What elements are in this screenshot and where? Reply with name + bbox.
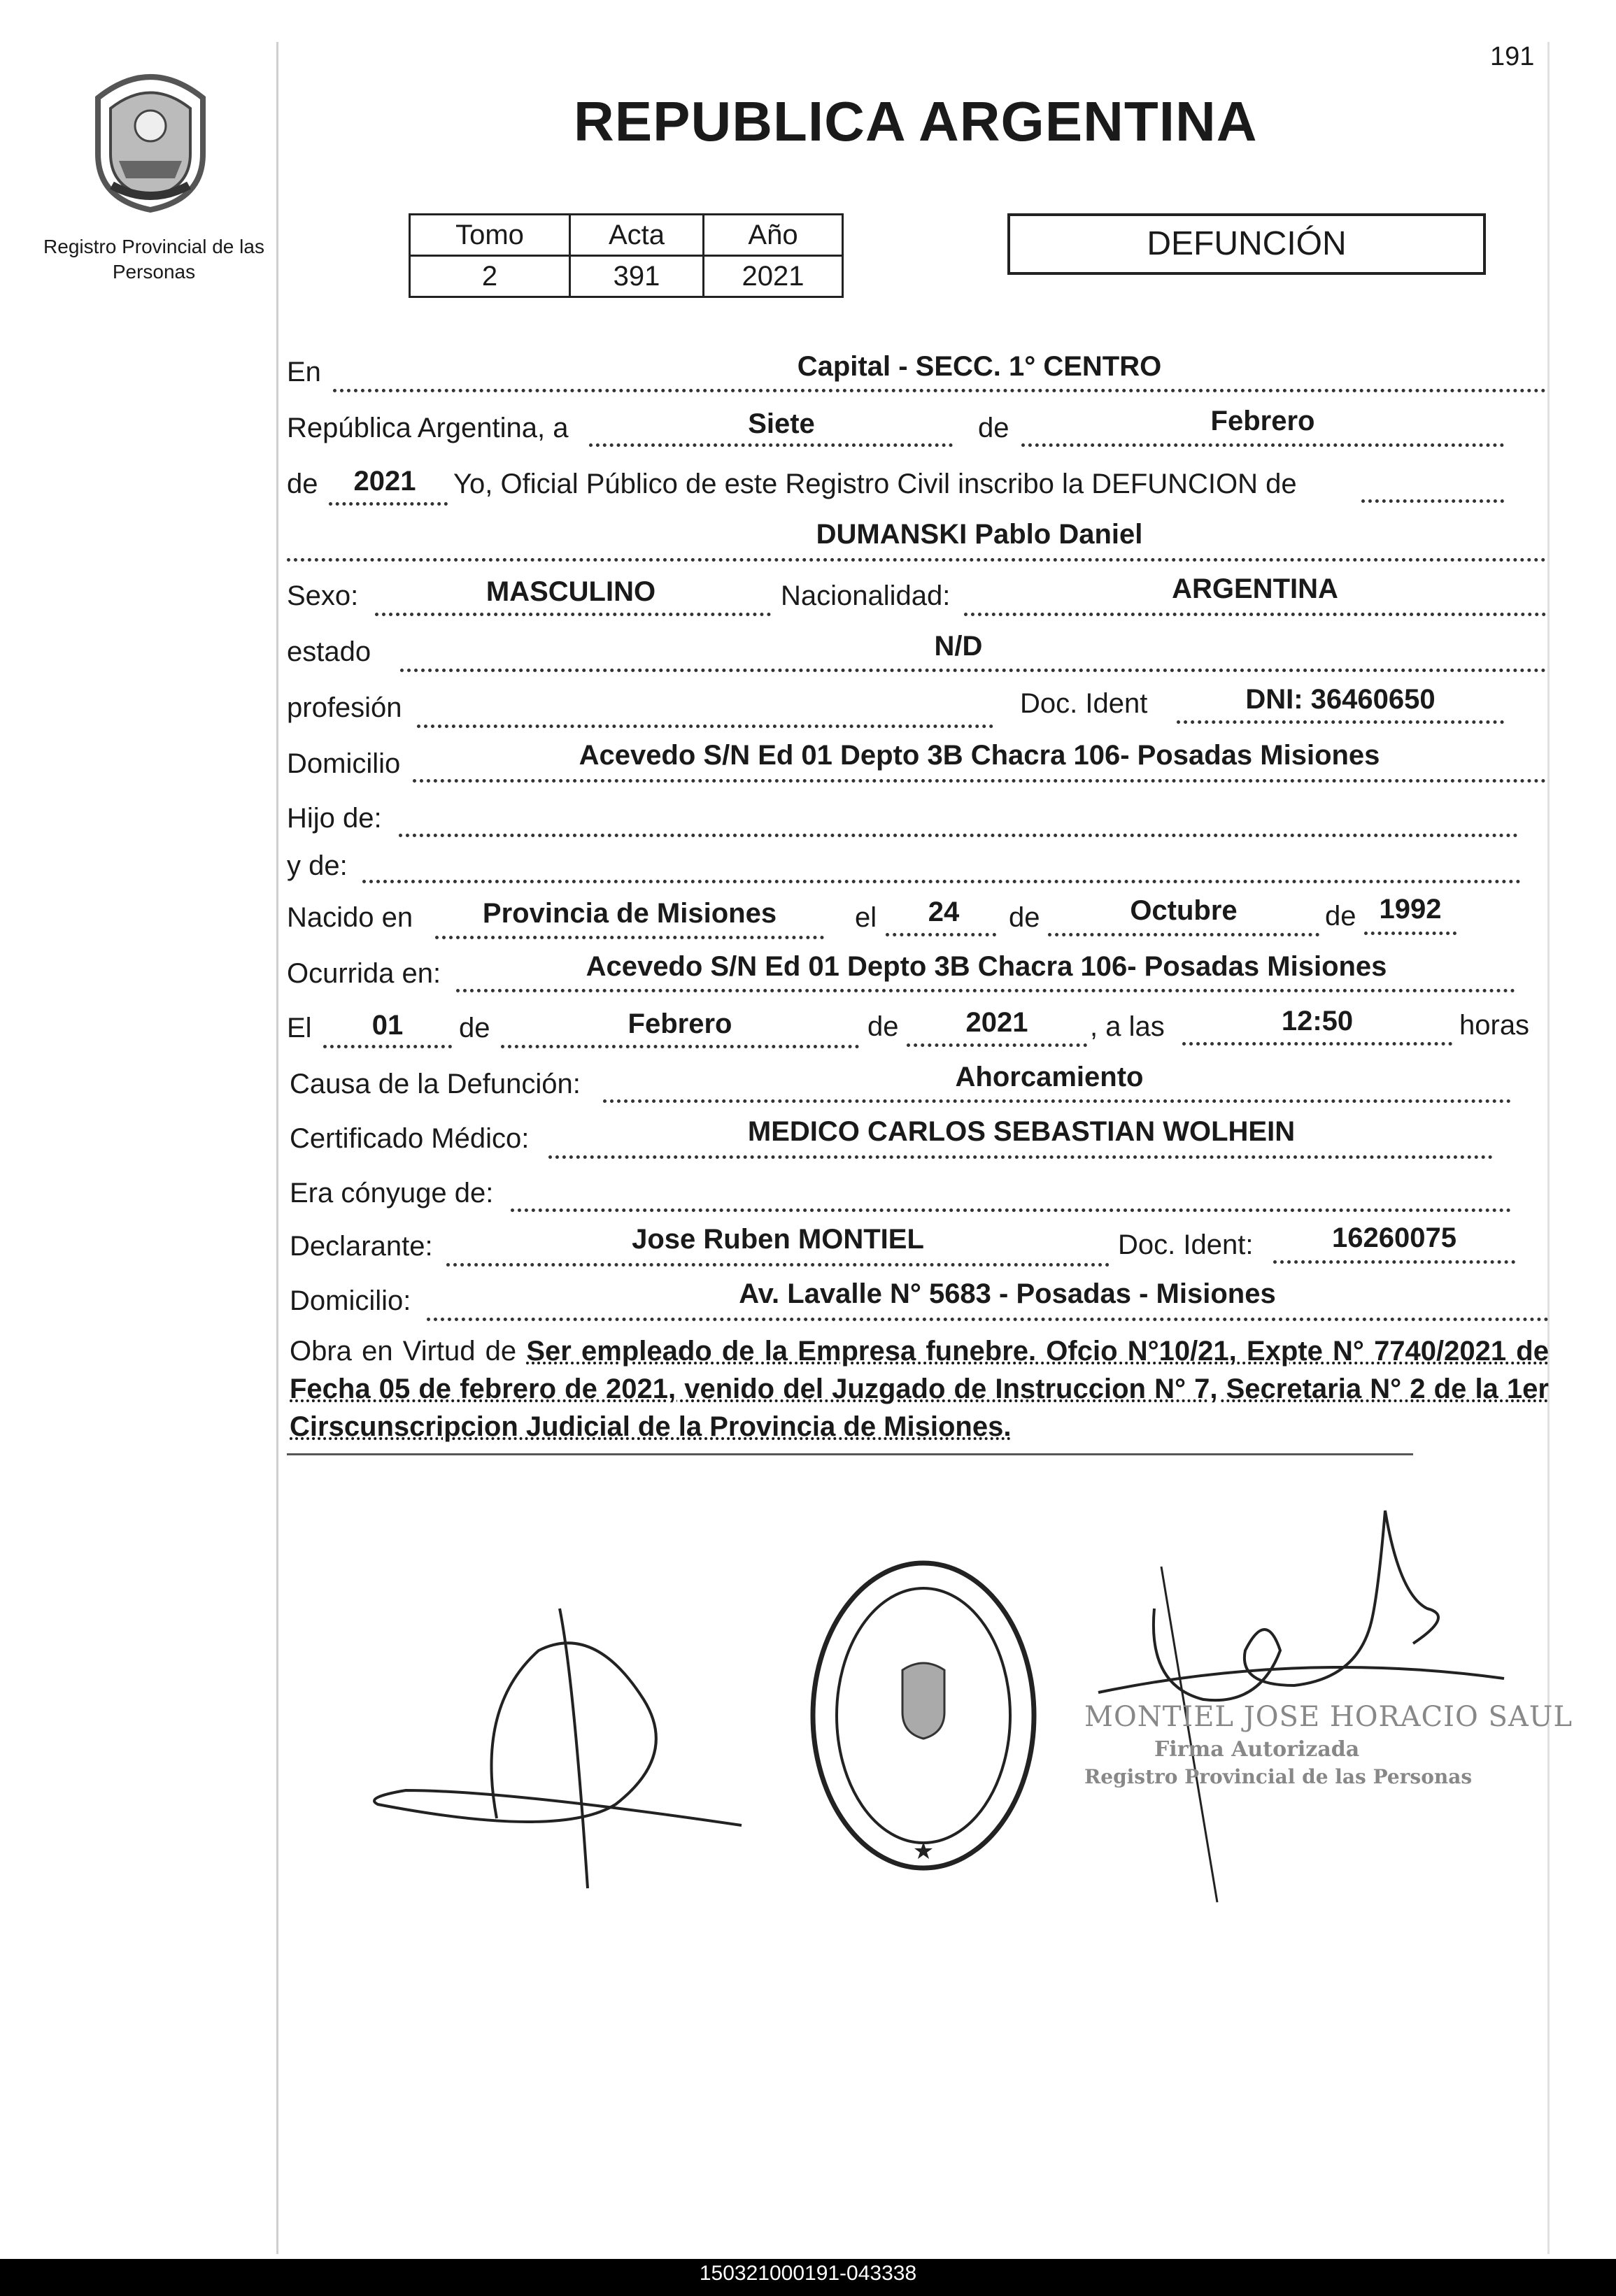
de-label: de [867,1011,899,1042]
lugar-value: Capital - SECC. 1° CENTRO [797,351,1162,382]
nacionalidad-value: ARGENTINA [1172,573,1338,604]
dotted-line [446,1263,1110,1267]
registro-label: Registro Provincial de las Personas [43,236,264,283]
tomo-acta-table [409,213,844,298]
dotted-line [435,936,824,939]
y-de-label: y de: [287,850,348,881]
obra-paragraph [290,1332,1549,1446]
doc-ident-label: Doc. Ident [1020,688,1148,719]
anio-header: Año [704,215,843,256]
ocurrida-label: Ocurrida en: [287,958,441,989]
a-las-label: , a las [1090,1011,1165,1042]
conyuge-label: Era cónyuge de: [290,1178,494,1208]
dni-value: DNI: 36460650 [1245,684,1436,715]
obra-label: Obra en Virtud de [290,1336,517,1367]
horas-label: horas [1459,1010,1530,1041]
dotted-line [1182,1042,1452,1046]
nac-dia-value: 24 [928,897,960,927]
causa-label: Causa de la Defunción: [290,1069,581,1099]
certificado-value: MEDICO CARLOS SEBASTIAN WOLHEIN [747,1116,1296,1147]
tomo-value: 2 [410,256,570,297]
dotted-line [1273,1260,1515,1264]
signature-left [364,1595,756,1909]
dotted-line [1177,720,1504,724]
acta-value: 391 [570,256,704,297]
def-anio-value: 2021 [965,1007,1028,1038]
provincia-seal-icon [70,56,231,217]
dotted-line [375,613,771,616]
dotted-line [287,558,1546,562]
hora-value: 12:50 [1281,1006,1354,1036]
dia-value: Siete [748,408,815,439]
ocurrida-value: Acevedo S/N Ed 01 Depto 3B Chacra 106- Posadas Misiones [586,951,1387,982]
page-title: REPUBLICA ARGENTINA [574,90,1258,152]
dotted-line [907,1043,1087,1047]
de-label: de [1325,901,1356,932]
dotted-line [1361,499,1504,503]
stamp-name: MONTIEL JOSE HORACIO SAUL [1084,1701,1573,1733]
dotted-line [548,1155,1493,1159]
certificado-label: Certificado Médico: [290,1123,530,1154]
dotted-line [511,1208,1511,1212]
delegacion-stamp-icon [805,1551,1042,1880]
footer-code: 150321000191-043338 [699,2262,917,2285]
de-label: de [287,469,318,499]
dotted-line [323,1045,452,1048]
de-label: de [459,1013,490,1043]
anio-value: 2021 [704,256,843,297]
domicilio-value: Acevedo S/N Ed 01 Depto 3B Chacra 106- Posadas Misiones [579,740,1380,771]
document-type: DEFUNCIÓN [1007,213,1486,275]
anio-value: 2021 [353,466,416,497]
stamp-firma: Firma Autorizada [1154,1737,1360,1762]
dotted-line [399,834,1518,837]
el-label: el [855,902,877,933]
decl-domicilio-value: Av. Lavalle N° 5683 - Posadas - Misiones [739,1278,1276,1309]
dotted-line [589,443,953,447]
el-label: El [287,1013,312,1043]
de-label: de [1009,902,1040,933]
signature-right [1091,1469,1525,1916]
mes-value: Febrero [1210,406,1315,436]
declarante-value: Jose Ruben MONTIEL [632,1224,924,1255]
dotted-line [456,989,1515,992]
sexo-label: Sexo: [287,580,359,611]
domicilio-label: Domicilio [287,748,401,779]
declarante-label: Declarante: [290,1231,433,1262]
svg-text:★: ★ [912,1838,935,1864]
domicilio-declarante-label: Domicilio: [290,1285,411,1316]
dotted-line [329,502,448,506]
def-mes-value: Febrero [628,1008,732,1039]
acta-header: Acta [570,215,704,256]
def-dia-value: 01 [371,1010,404,1041]
dotted-line [417,725,993,728]
en-label: En [287,357,321,387]
stamp-registro: Registro Provincial de las Personas [1084,1765,1473,1788]
dotted-line [964,613,1546,616]
causa-value: Ahorcamiento [955,1062,1144,1092]
yo-text: Yo, Oficial Público de este Registro Civil inscribo la DEFUNCION de [453,469,1297,499]
dotted-line [400,669,1546,672]
dotted-line [362,880,1521,883]
nombre-value: DUMANSKI Pablo Daniel [816,519,1143,550]
margin-line [276,42,278,2254]
republica-label: República Argentina, a [287,413,569,443]
estado-value: N/D [934,631,983,662]
decl-doc-label: Doc. Ident: [1118,1229,1254,1260]
estado-label: estado [287,636,371,667]
dotted-line [1364,932,1456,935]
nac-mes-value: Octubre [1130,895,1238,926]
de-label: de [978,413,1009,443]
dotted-line [427,1318,1549,1321]
dotted-line [1048,933,1319,936]
tomo-header: Tomo [410,215,570,256]
decl-doc-value: 16260075 [1332,1222,1456,1253]
nac-anio-value: 1992 [1379,894,1442,925]
profesion-label: profesión [287,692,402,723]
dotted-line [413,779,1546,783]
dotted-line [886,933,996,936]
dotted-line [501,1045,859,1048]
obra-value: Ser empleado de la Empresa funebre. Ofcio N°10/21, Expte N° 7740/2021 de Fecha 05 de febrero de 2021, venido del Juzgado de Instruccion N° 7, Secretaria N° 2 de la 1er Cirscunscripcion Judicial de la Provincia de Misiones. [290,1336,1549,1442]
hijo-label: Hijo de: [287,803,382,834]
nacido-label: Nacido en [287,902,413,933]
page-number: 191 [1490,42,1535,71]
closing-line [287,1453,1413,1455]
nacido-lugar-value: Provincia de Misiones [482,898,777,929]
sexo-value: MASCULINO [485,576,656,607]
dotted-line [603,1099,1511,1103]
dotted-line [1021,443,1504,447]
right-margin-line [1547,42,1550,2254]
dotted-line [333,389,1546,392]
nacionalidad-label: Nacionalidad: [781,580,951,611]
